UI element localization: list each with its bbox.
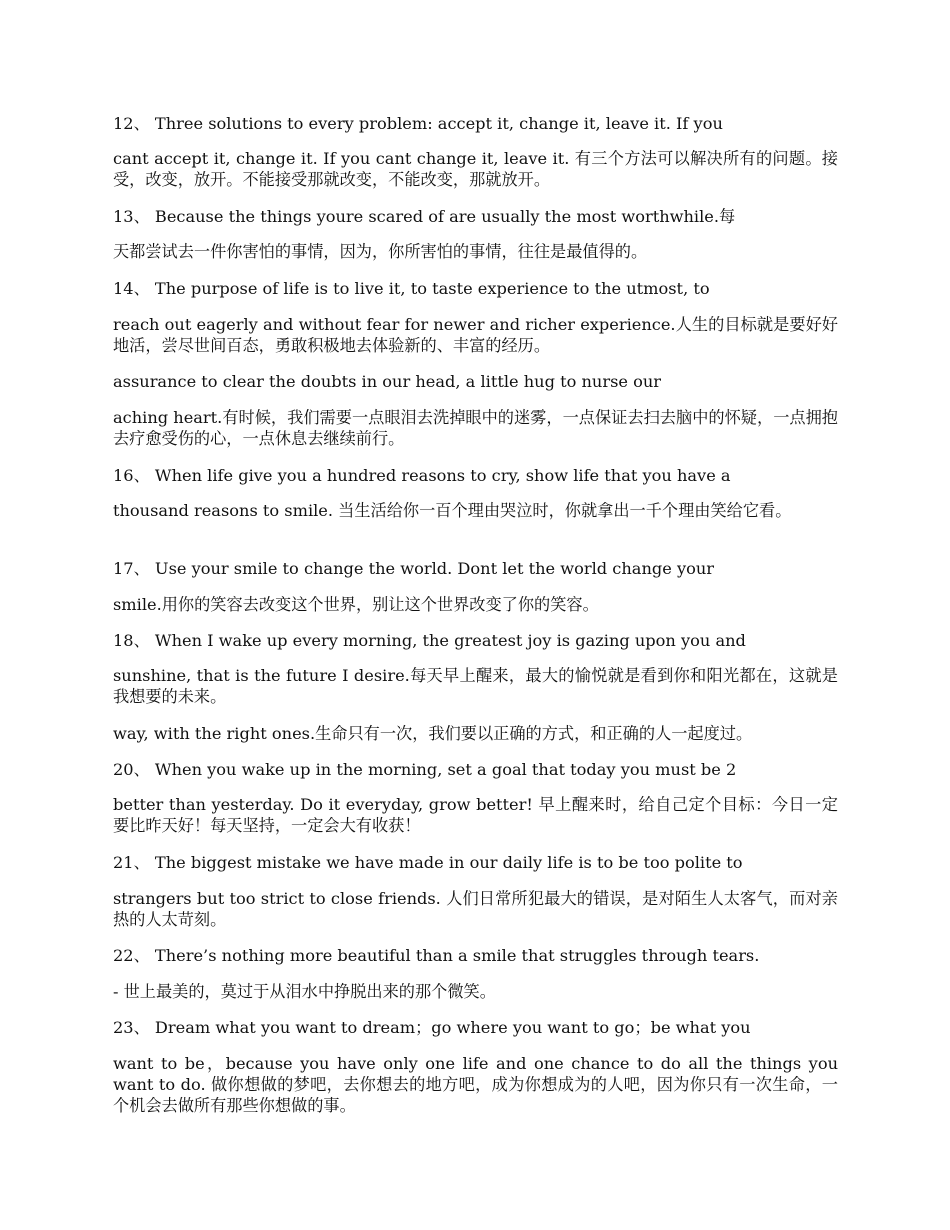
paragraph-15-body: aching heart.有时候，我们需要一点眼泪去洗掉眼中的迷雾，一点保证去扫去脑中的怀疑，一点拥抱去疗愈受伤的心，一点休息去继续前行。	[113, 408, 838, 448]
paragraph-23-body: want to be，because you have only one life and one chance to do all the things you want to do. 做你想做的梦吧，去你想去的地方吧，成为你想成为的人吧，因为你只有一次生命，一个机会去做所有那些你想做的事。	[113, 1054, 838, 1115]
paragraph-18-body: sunshine, that is the future I desire.每天早上醒来，最大的愉悦就是看到你和阳光都在，这就是我想要的未来。	[113, 666, 838, 706]
paragraph-21-body: strangers but too strict to close friends. 人们日常所犯最大的错误，是对陌生人太客气，而对亲热的人太苛刻。	[113, 889, 838, 929]
paragraph-22-intro: 22、 There’s nothing more beautiful than a smile that struggles through tears.	[113, 946, 760, 965]
paragraph-21-intro: 21、 The biggest mistake we have made in our daily life is to be too polite to	[113, 853, 743, 872]
paragraph-14-intro: 14、 The purpose of life is to live it, to taste experience to the utmost, to	[113, 279, 710, 298]
paragraph-17-intro: 17、 Use your smile to change the world. Dont let the world change your	[113, 559, 715, 578]
paragraph-22-body: - 世上最美的，莫过于从泪水中挣脱出来的那个微笑。	[113, 982, 496, 1001]
paragraph-12-body: cant accept it, change it. If you cant change it, leave it. 有三个方法可以解决所有的问题。接受，改变，放开。不能接受那就改变，不能改变，那就放开。	[113, 149, 838, 189]
paragraph-18-intro: 18、 When I wake up every morning, the greatest joy is gazing upon you and	[113, 631, 746, 650]
paragraph-20-intro: 20、 When you wake up in the morning, set a goal that today you must be 2	[113, 760, 737, 779]
paragraph-13-intro: 13、 Because the things youre scared of are usually the most worthwhile.每	[113, 207, 736, 226]
paragraph-12-intro: 12、 Three solutions to every problem: accept it, change it, leave it. If you	[113, 114, 723, 133]
paragraph-15-intro: assurance to clear the doubts in our head, a little hug to nurse our	[113, 372, 662, 391]
paragraph-14-body: reach out eagerly and without fear for newer and richer experience.人生的目标就是要好好地活，尝尽世间百态，勇敢积极地去体验新的、丰富的经历。	[113, 315, 838, 355]
paragraph-19-body: way, with the right ones.生命只有一次，我们要以正确的方式，和正确的人一起度过。	[113, 724, 753, 743]
paragraph-16-body: thousand reasons to smile. 当生活给你一百个理由哭泣时，你就拿出一千个理由笑给它看。	[113, 501, 792, 520]
paragraph-23-intro: 23、 Dream what you want to dream；go where you want to go；be what you	[113, 1018, 751, 1037]
paragraph-20-body: better than yesterday. Do it everyday, grow better! 早上醒来时，给自己定个目标：今日一定要比昨天好！每天坚持，一定会大有收获！	[113, 795, 838, 835]
paragraph-17-body: smile.用你的笑容去改变这个世界，别让这个世界改变了你的笑容。	[113, 595, 599, 614]
paragraph-13-body: 天都尝试去一件你害怕的事情，因为，你所害怕的事情，往往是最值得的。	[113, 242, 648, 261]
paragraph-16-intro: 16、 When life give you a hundred reasons to cry, show life that you have a	[113, 466, 731, 485]
